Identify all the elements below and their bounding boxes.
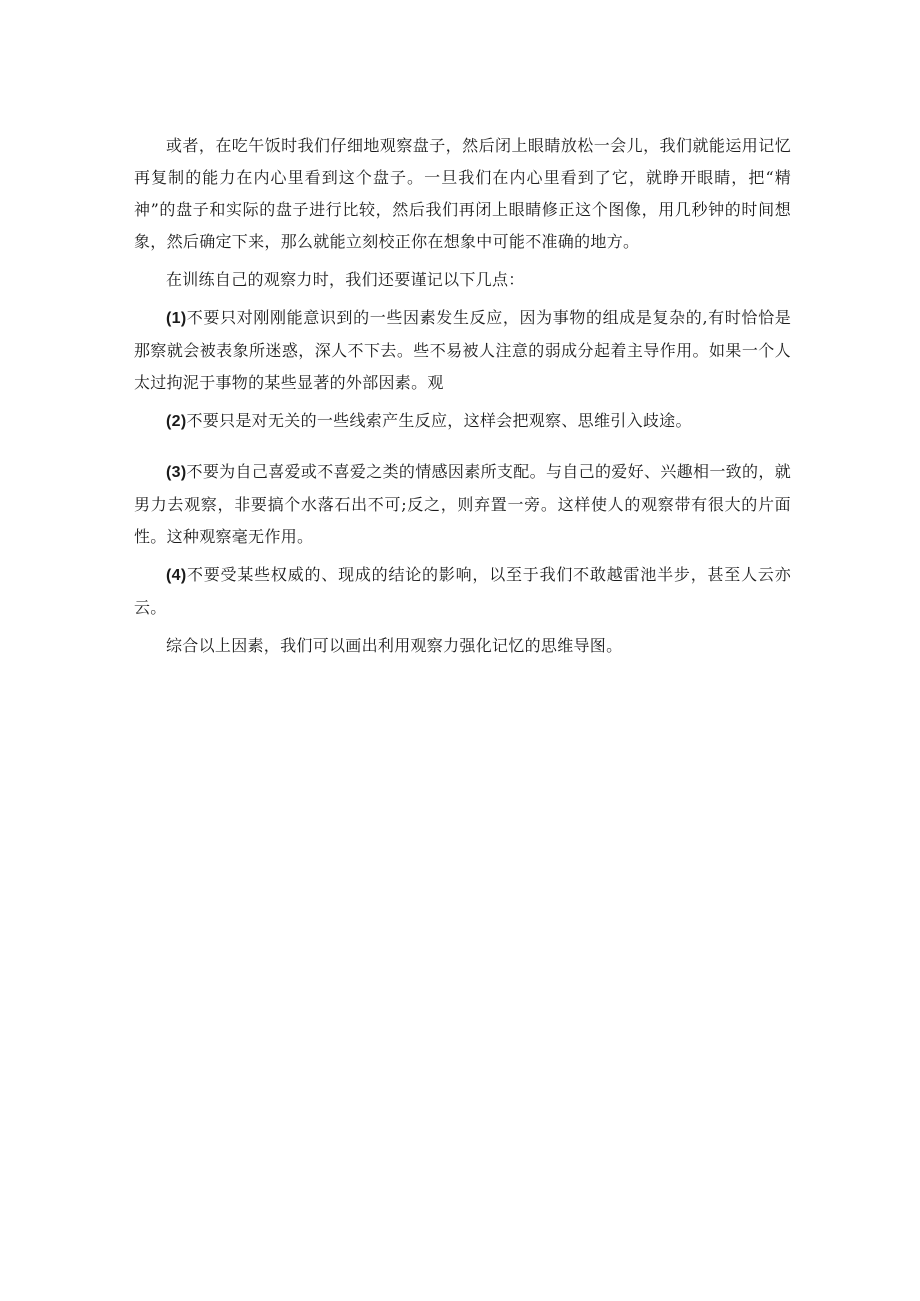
paragraph-text: 或者，在吃午饭时我们仔细地观察盘子，然后闭上眼睛放松一会儿，我们就能运用记忆再复制的能力在内心里看到这个盘子。一旦我们在内心里看到了它，就睁开眼睛，把“精神”的盘子和实际的盘子进行比较，然后我们再闭上眼睛修正这个图像，用几秒钟的时间想象，然后确定下来，那么就能立刻校正你在想象中可能不准确的地方。 <box>134 136 791 251</box>
paragraph-conclusion <box>134 630 791 662</box>
paragraph-observe-plate <box>134 130 791 258</box>
paragraph-text: 综合以上因素，我们可以画出利用观察力强化记忆的思维导图。 <box>166 636 623 655</box>
list-item-3 <box>134 456 791 553</box>
paragraph-training-intro <box>134 264 791 296</box>
list-item-4 <box>134 559 791 624</box>
paragraph-text: 在训练自己的观察力时，我们还要谨记以下几点： <box>166 270 525 289</box>
list-number: (3) <box>166 464 187 481</box>
list-number: (1) <box>166 310 187 327</box>
list-item-text: 不要只对刚刚能意识到的一些因素发生反应，因为事物的组成是复杂的,有时恰恰是那察就会被表象所迷惑，深人不下去。些不易被人注意的弱成分起着主导作用。如果一个人太过拘泥于事物的某些显著的外部因素。观 <box>134 308 791 392</box>
list-item-text: 不要为自己喜爱或不喜爱之类的情感因素所支配。与自己的爱好、兴趣相一致的，就男力去观察，非要搞个水落石出不可;反之，则弃置一旁。这样使人的观察带有很大的片面性。这种观察毫无作用。 <box>134 462 791 546</box>
list-number: (4) <box>166 567 187 584</box>
list-item-2 <box>134 405 791 438</box>
list-item-text: 不要受某些权威的、现成的结论的影响，以至于我们不敢越雷池半步，甚至人云亦云。 <box>134 565 791 617</box>
list-number: (2) <box>166 413 187 430</box>
list-item-1 <box>134 302 791 399</box>
document-body <box>134 130 791 662</box>
list-item-text: 不要只是对无关的一些线索产生反应，这样会把观察、思维引入歧途。 <box>186 411 692 430</box>
